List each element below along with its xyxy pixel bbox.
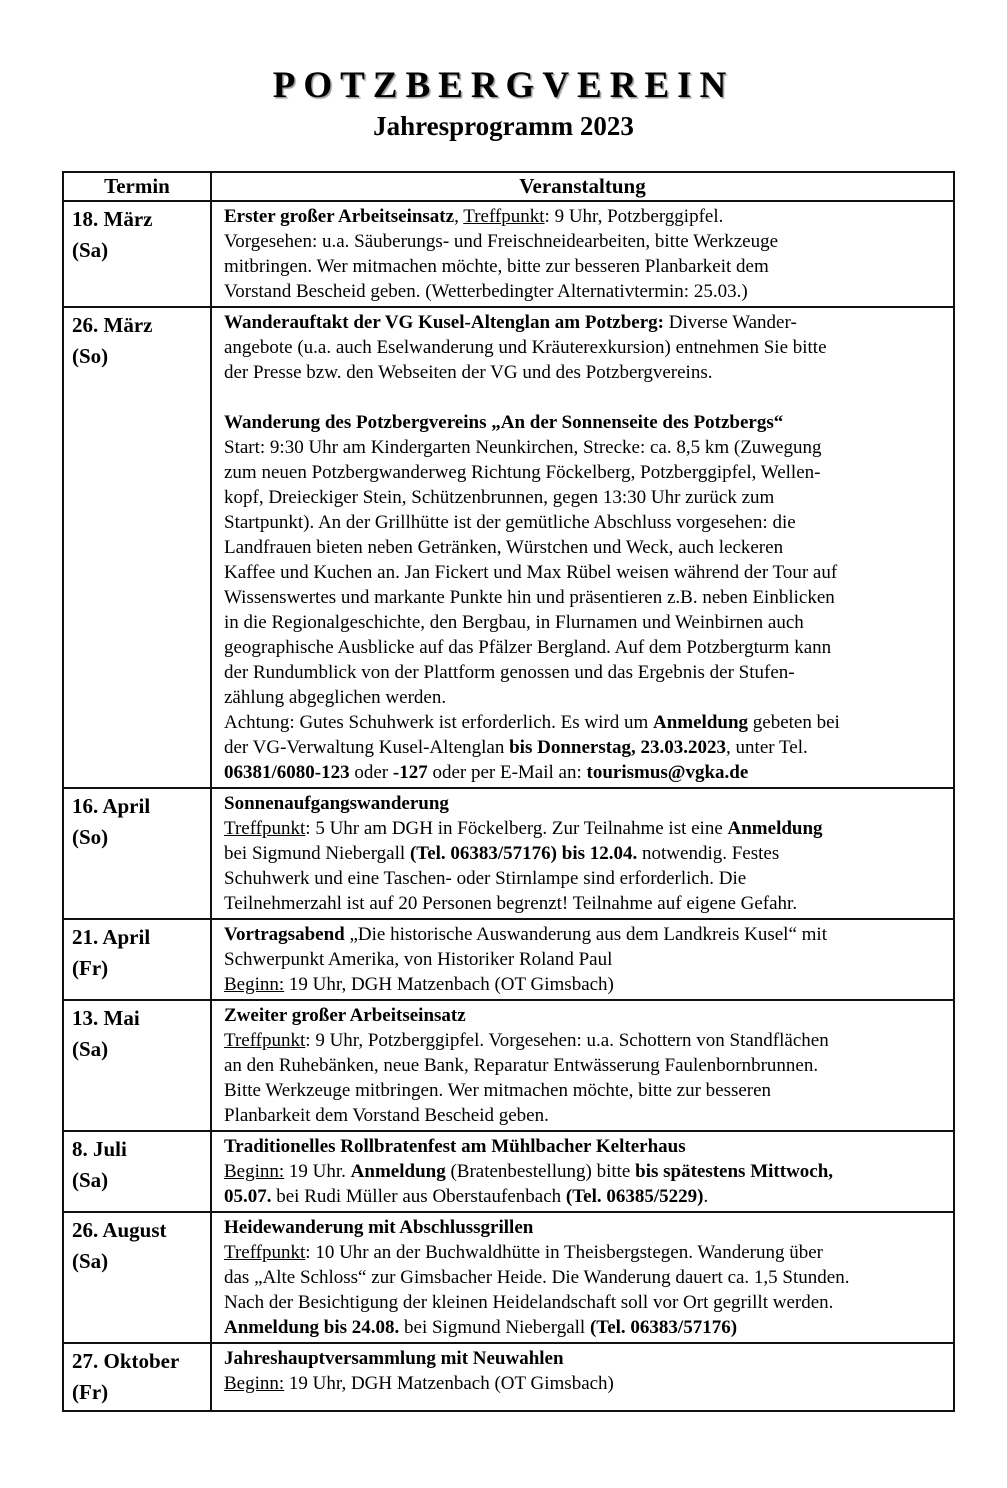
text-segment: : 9 Uhr, Potzberggipfel. [544, 206, 724, 227]
event-description-cell [211, 201, 954, 307]
text-segment: Anmeldung [727, 818, 823, 839]
event-weekday: (Fr) [72, 1380, 109, 1404]
text-segment: bis 12.04. [561, 843, 638, 864]
text-segment: oder per E-Mail an: [427, 762, 587, 783]
text-line [224, 585, 945, 610]
text-line [224, 710, 945, 735]
text-segment: bis Donnerstag, 23.03.2023 [509, 737, 727, 758]
event-date: 26. März [72, 313, 153, 337]
text-line [224, 841, 945, 866]
text-line [224, 310, 945, 335]
text-segment: Erster großer Arbeitseinsatz [224, 206, 455, 227]
text-line [224, 610, 945, 635]
text-segment: Wanderung des Potzbergvereins „An der Sonnenseite des Potzbergs“ [224, 412, 784, 433]
page-subtitle: Jahresprogramm 2023 [373, 111, 634, 141]
text-segment: mitbringen. Wer mitmachen möchte, bitte zur besseren Planbarkeit dem [224, 256, 769, 277]
text-segment: 06381/6080-123 [224, 762, 350, 783]
text-segment: bei Sigmund Niebergall [399, 1317, 590, 1338]
text-line [224, 1265, 945, 1290]
text-line [224, 866, 945, 891]
event-date: 8. Juli [72, 1137, 127, 1161]
event-row [63, 1000, 954, 1131]
text-line [224, 1346, 945, 1371]
text-segment: : 5 Uhr am DGH in Föckelberg. Zur Teilnahme ist eine [305, 818, 728, 839]
event-description-cell [211, 788, 954, 919]
text-segment: Achtung: Gutes Schuhwerk ist erforderlich. Es wird um [224, 712, 653, 733]
text-segment: zählung abgeglichen werden. [224, 687, 447, 708]
event-date: 21. April [72, 925, 151, 949]
event-date-cell [63, 1131, 211, 1212]
event-row [63, 788, 954, 919]
text-segment: das „Alte Schloss“ zur Gimsbacher Heide. Die Wanderung dauert ca. 1,5 Stunden. [224, 1267, 850, 1288]
text-segment: Heidewanderung mit Abschlussgrillen [224, 1217, 534, 1238]
text-segment: Jahreshauptversammlung mit Neuwahlen [224, 1348, 564, 1369]
text-segment: Anmeldung [350, 1161, 446, 1182]
text-segment: Wissenswertes und markante Punkte hin und präsentieren z.B. neben Einblicken [224, 587, 835, 608]
text-segment: , unter Tel. [726, 737, 808, 758]
text-segment: Treffpunkt [224, 818, 306, 839]
text-segment: Planbarkeit dem Vorstand Bescheid geben. [224, 1105, 549, 1126]
text-segment: gebeten bei [748, 712, 840, 733]
text-line [224, 922, 945, 947]
text-segment: Diverse Wander- [663, 312, 797, 333]
event-description-cell [211, 919, 954, 1000]
text-segment: bei Sigmund Niebergall [224, 843, 410, 864]
text-line [224, 510, 945, 535]
event-date-cell [63, 788, 211, 919]
text-segment: Treffpunkt [224, 1242, 306, 1263]
text-line [224, 335, 945, 360]
text-segment: Startpunkt). An der Grillhütte ist der gemütliche Abschluss vorgesehen: die [224, 512, 796, 533]
column-header-veranstaltung: Veranstaltung [211, 172, 954, 201]
text-line [224, 972, 945, 997]
event-row [63, 1212, 954, 1343]
text-segment: (Bratenbestellung) bitte [445, 1161, 636, 1182]
text-segment: Anmeldung [653, 712, 749, 733]
event-weekday: (Sa) [72, 1249, 109, 1273]
text-segment: (Tel. 06383/57176) [409, 843, 558, 864]
text-segment: Teilnehmerzahl ist auf 20 Personen begrenzt! Teilnahme auf eigene Gefahr. [224, 893, 798, 914]
text-segment: Schwerpunkt Amerika, von Historiker Roland Paul [224, 949, 613, 970]
text-line [224, 385, 945, 410]
text-line [224, 360, 945, 385]
text-line [224, 685, 945, 710]
text-segment: tourismus@vgka.de [586, 762, 749, 783]
text-line [224, 1053, 945, 1078]
event-date: 18. März [72, 207, 153, 231]
text-segment: . [703, 1186, 709, 1207]
event-date-cell [63, 919, 211, 1000]
event-weekday: (Sa) [72, 1037, 109, 1061]
event-weekday: (Fr) [72, 956, 109, 980]
document-page [0, 64, 1007, 1488]
event-date-cell [63, 1343, 211, 1411]
text-line [224, 660, 945, 685]
text-line [224, 1028, 945, 1053]
text-line [224, 485, 945, 510]
event-date: 13. Mai [72, 1006, 140, 1030]
text-segment: Sonnenaufgangswanderung [224, 793, 449, 814]
text-line [224, 410, 945, 435]
text-line [224, 891, 945, 916]
event-description-cell [211, 1131, 954, 1212]
text-segment: (Tel. 06383/57176) [589, 1317, 738, 1338]
page-title: POTZBERGVEREIN [272, 65, 735, 106]
text-line [224, 816, 945, 841]
event-date-cell [63, 1212, 211, 1343]
text-segment: Treffpunkt [224, 1030, 306, 1051]
event-date: 27. Oktober [72, 1349, 180, 1373]
text-segment: : 9 Uhr, Potzberggipfel. Vorgesehen: u.a. Schottern von Standflächen [305, 1030, 829, 1051]
text-segment: der Rundumblick von der Plattform genossen und das Ergebnis der Stufen- [224, 662, 795, 683]
text-segment: Wanderauftakt der VG Kusel-Altenglan am Potzberg: [224, 312, 664, 333]
text-line [224, 1371, 945, 1396]
text-segment: der VG-Verwaltung Kusel-Altenglan [224, 737, 510, 758]
text-segment: Beginn: [224, 974, 285, 995]
text-line [224, 947, 945, 972]
event-weekday: (Sa) [72, 238, 109, 262]
text-segment: der Presse bzw. den Webseiten der VG und des Potzbergvereins. [224, 362, 713, 383]
text-line [224, 254, 945, 279]
text-segment: zum neuen Potzbergwanderweg Richtung Föckelberg, Potzberggipfel, Wellen- [224, 462, 821, 483]
event-row [63, 919, 954, 1000]
event-row [63, 1131, 954, 1212]
text-segment: -127 [392, 762, 428, 783]
event-weekday: (So) [72, 825, 109, 849]
event-description-cell [211, 1212, 954, 1343]
text-line [224, 1315, 945, 1340]
event-date-cell [63, 307, 211, 788]
text-segment: Beginn: [224, 1373, 285, 1394]
text-segment: 19 Uhr. [284, 1161, 351, 1182]
text-segment: an den Ruhebänken, neue Bank, Reparatur Entwässerung Faulenbornbrunnen. [224, 1055, 819, 1076]
text-segment: Vortragsabend [224, 924, 345, 945]
event-date: 16. April [72, 794, 151, 818]
text-line [224, 735, 945, 760]
text-line [224, 435, 945, 460]
event-date-cell [63, 1000, 211, 1131]
event-weekday: (So) [72, 344, 109, 368]
text-line [224, 1134, 945, 1159]
text-line [224, 535, 945, 560]
event-row [63, 307, 954, 788]
text-segment: : 10 Uhr an der Buchwaldhütte in Theisbergstegen. Wanderung über [305, 1242, 823, 1263]
text-segment: Vorstand Bescheid geben. (Wetterbedingter Alternativtermin: 25.03.) [224, 281, 748, 302]
text-segment: Beginn: [224, 1161, 285, 1182]
event-description-cell [211, 1343, 954, 1411]
text-segment: Vorgesehen: u.a. Säuberungs- und Freischneidearbeiten, bitte Werkzeuge [224, 231, 779, 252]
text-segment: Zweiter großer Arbeitseinsatz [224, 1005, 466, 1026]
text-line [224, 560, 945, 585]
text-line [224, 1290, 945, 1315]
text-segment: bis spätestens Mittwoch, [635, 1161, 834, 1182]
event-row [63, 1343, 954, 1411]
text-line [224, 635, 945, 660]
text-line [224, 279, 945, 304]
text-segment: Schuhwerk und eine Taschen- oder Stirnlampe sind erforderlich. Die [224, 868, 747, 889]
text-segment: (Tel. 06385/5229) [565, 1186, 704, 1207]
text-line [224, 229, 945, 254]
table-header-row [63, 172, 954, 201]
event-description-cell [211, 1000, 954, 1131]
text-line [224, 1159, 945, 1184]
text-line [224, 1078, 945, 1103]
text-line [224, 1184, 945, 1209]
text-segment: Treffpunkt [463, 206, 545, 227]
text-segment: geographische Ausblicke auf das Pfälzer Bergland. Auf dem Potzbergturm kann [224, 637, 832, 658]
text-line [224, 460, 945, 485]
text-segment: notwendig. Festes [637, 843, 780, 864]
text-segment: 05.07. [224, 1186, 272, 1207]
table-body [63, 201, 954, 1411]
text-line [224, 1240, 945, 1265]
text-segment: bei Rudi Müller aus Oberstaufenbach [271, 1186, 566, 1207]
text-line [224, 1003, 945, 1028]
text-line [224, 760, 945, 785]
text-line [224, 1103, 945, 1128]
text-segment: oder [349, 762, 393, 783]
text-segment: Nach der Besichtigung der kleinen Heidelandschaft soll vor Ort gegrillt werden. [224, 1292, 834, 1313]
event-description-cell [211, 307, 954, 788]
text-segment: Bitte Werkzeuge mitbringen. Wer mitmachen möchte, bitte zur besseren [224, 1080, 772, 1101]
event-row [63, 201, 954, 307]
column-header-termin: Termin [63, 172, 211, 201]
event-date-cell [63, 201, 211, 307]
text-segment: Start: 9:30 Uhr am Kindergarten Neunkirchen, Strecke: ca. 8,5 km (Zuwegung [224, 437, 822, 458]
text-segment: 19 Uhr, DGH Matzenbach (OT Gimsbach) [284, 1373, 614, 1394]
text-segment: Landfrauen bieten neben Getränken, Würstchen und Weck, auch leckeren [224, 537, 784, 558]
text-segment: Kaffee und Kuchen an. Jan Fickert und Max Rübel weisen während der Tour auf [224, 562, 838, 583]
text-segment: angebote (u.a. auch Eselwanderung und Kräuterexkursion) entnehmen Sie bitte [224, 337, 827, 358]
text-segment: , [454, 206, 464, 227]
text-line [224, 791, 945, 816]
text-segment: Anmeldung bis 24.08. [224, 1317, 400, 1338]
text-line [224, 204, 945, 229]
text-segment: in die Regionalgeschichte, den Bergbau, in Flurnamen und Weinbirnen auch [224, 612, 804, 633]
text-segment: Traditionelles Rollbratenfest am Mühlbacher Kelterhaus [224, 1136, 686, 1157]
text-line [224, 1215, 945, 1240]
text-segment: kopf, Dreieckiger Stein, Schützenbrunnen, gegen 13:30 Uhr zurück zum [224, 487, 775, 508]
event-weekday: (Sa) [72, 1168, 109, 1192]
program-table [62, 171, 955, 1412]
text-segment: „Die historische Auswanderung aus dem Landkreis Kusel“ mit [344, 924, 827, 945]
event-date: 26. August [72, 1218, 167, 1242]
text-segment: 19 Uhr, DGH Matzenbach (OT Gimsbach) [284, 974, 614, 995]
